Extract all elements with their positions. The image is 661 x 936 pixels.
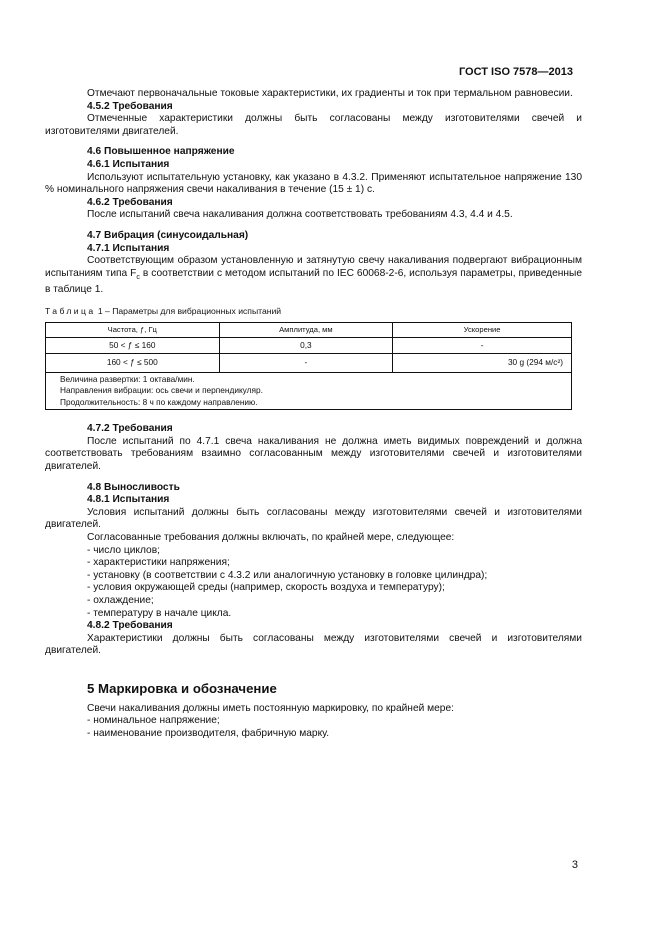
paragraph-4-7-2: После испытаний по 4.7.1 свеча накаливания не должна иметь видимых повреждений и должна соответствовать требованиям взаимно согласованным между изготовителями свечей и изготовителями двигателей. bbox=[45, 435, 582, 472]
table-caption-word: Таблица bbox=[45, 305, 96, 316]
paragraph-4-7-1-part1: Соответствующим образом установленную и затянутую свечу накаливания подвергают вибрационным испытаниям типа F bbox=[45, 255, 582, 279]
table-cell: 30 g (294 м/с²) bbox=[393, 353, 572, 372]
column-header-acceleration: Ускорение bbox=[393, 322, 572, 338]
heading-4-7-2: 4.7.2 Требования bbox=[87, 423, 173, 435]
heading-4-6-1: 4.6.1 Испытания bbox=[87, 158, 170, 170]
vibration-parameters-table bbox=[45, 322, 572, 411]
document-code-header: ГОСТ ISO 7578—2013 bbox=[458, 66, 573, 78]
paragraph-4-7-1-part2: в соответствии с методом испытаний по IEC 60068-2-6, используя параметры, приведенные в таблице 1. bbox=[45, 267, 582, 296]
list-item: - характеристики напряжения; bbox=[87, 557, 230, 569]
heading-4-6: 4.6 Повышенное напряжение bbox=[87, 146, 235, 158]
table-note: Направления вибрации: ось свечи и перпендикуляр. bbox=[60, 385, 263, 396]
table-row bbox=[46, 338, 572, 354]
paragraph-4-7-1 bbox=[45, 255, 582, 297]
paragraph-4-8-2: Характеристики должны быть согласованы между изготовителями свечей и изготовителями двигателей. bbox=[45, 632, 582, 657]
table-note: Продолжительность: 8 ч по каждому направлению. bbox=[60, 396, 258, 407]
page-number: 3 bbox=[571, 859, 578, 871]
list-item: - условия окружающей среды (например, скорость воздуха и температуру); bbox=[87, 582, 445, 594]
list-item: - номинальное напряжение; bbox=[87, 715, 220, 727]
table-caption bbox=[45, 305, 582, 318]
heading-4-8-2: 4.8.2 Требования bbox=[87, 620, 173, 632]
list-item: - температуру в начале цикла. bbox=[87, 607, 232, 619]
paragraph-4-6-2: После испытаний свеча накаливания должна соответствовать требованиям 4.3, 4.4 и 4.5. bbox=[87, 209, 513, 221]
table-cell: 160 < ƒ ≤ 500 bbox=[46, 353, 220, 372]
heading-4-7-1: 4.7.1 Испытания bbox=[87, 242, 170, 254]
table-notes bbox=[46, 372, 572, 410]
table-header-row bbox=[46, 322, 572, 338]
paragraph-4-8-1: Условия испытаний должны быть согласованы между изготовителями свечей и изготовителями двигателей. bbox=[45, 506, 582, 531]
heading-4-6-2: 4.6.2 Требования bbox=[87, 196, 173, 208]
paragraph-4-5-2: Отмеченные характеристики должны быть согласованы между изготовителями свечей и изготовителями двигателей. bbox=[45, 113, 582, 137]
table-notes-row bbox=[46, 372, 572, 410]
table-row bbox=[46, 353, 572, 372]
list-item: - наименование производителя, фабричную марку. bbox=[87, 727, 330, 739]
table-cell: - bbox=[219, 353, 393, 372]
paragraph-4-8-1-intro: Согласованные требования должны включать, по крайней мере, следующее: bbox=[87, 531, 455, 543]
paragraph-4-7-1-subscript: c bbox=[136, 273, 140, 281]
list-item: - установку (в соответствии с 4.3.2 или аналогичную установку в головке цилиндра); bbox=[87, 569, 488, 581]
section-5-title: 5 Маркировка и обозначение bbox=[87, 680, 277, 696]
table-caption-rest: 1 – Параметры для вибрационных испытаний bbox=[95, 305, 282, 316]
paragraph-4-6-1: Используют испытательную установку, как указано в 4.3.2. Применяют испытательное напряжение 130 % номинального напряжения свечи накаливания в течение (15 ± 1) с. bbox=[45, 171, 582, 196]
heading-4-7: 4.7 Вибрация (синусоидальная) bbox=[87, 229, 249, 241]
list-item: - число циклов; bbox=[87, 544, 160, 556]
list-item: - охлаждение; bbox=[87, 594, 154, 606]
heading-4-5-2: 4.5.2 Требования bbox=[87, 100, 173, 112]
table-cell: - bbox=[393, 338, 572, 354]
page-body bbox=[45, 88, 582, 740]
column-header-amplitude: Амплитуда, мм bbox=[219, 322, 393, 338]
heading-4-8-1: 4.8.1 Испытания bbox=[87, 494, 170, 506]
heading-4-8: 4.8 Выносливость bbox=[87, 481, 180, 493]
paragraph-continuation: Отмечают первоначальные токовые характеристики, их градиенты и ток при термальном равновесии. bbox=[87, 88, 573, 99]
table-cell: 50 < ƒ ≤ 160 bbox=[46, 338, 220, 354]
table-cell: 0,3 bbox=[219, 338, 393, 354]
column-header-frequency: Частота, ƒ, Гц bbox=[46, 322, 220, 338]
table-note: Величина развертки: 1 октава/мин. bbox=[60, 373, 195, 384]
section-5-intro: Свечи накаливания должны иметь постоянную маркировку, по крайней мере: bbox=[87, 702, 454, 714]
